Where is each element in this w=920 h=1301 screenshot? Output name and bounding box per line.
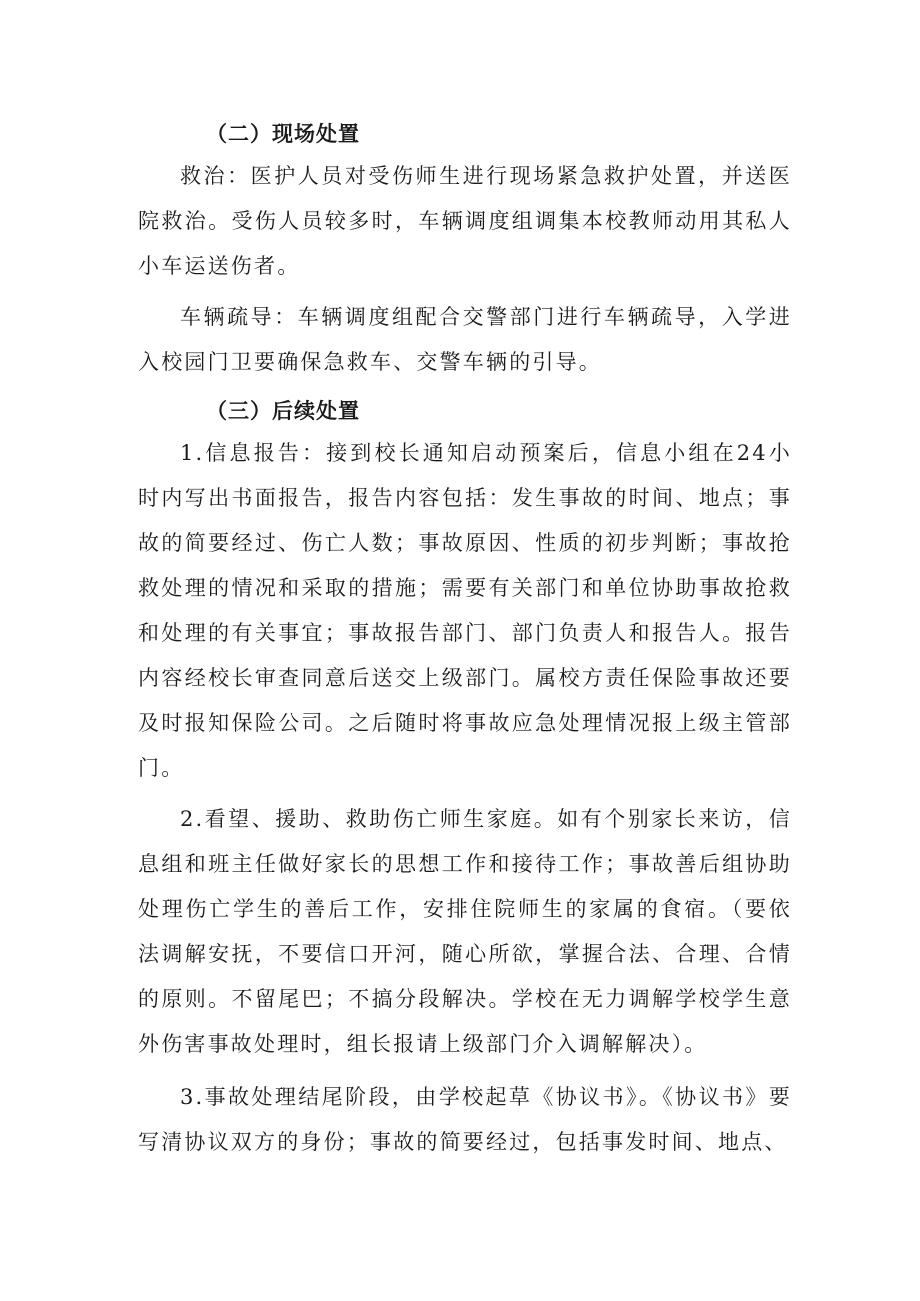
paragraph-traffic: 车辆疏导：车辆调度组配合交警部门进行车辆疏导，入学进入校园门卫要确保急救车、交警车辆的引导。 (138, 305, 792, 374)
document-page (138, 114, 792, 1165)
paragraph-family-assistance: 2.看望、援助、救助伤亡师生家庭。如有个别家长来访，信息组和班主任做好家长的思想工作和接待工作；事故善后组协助处理伤亡学生的善后工作，安排住院师生的家属的食宿。（要依法调解安抚，不要信口开河，随心所欲，掌握合法、合理、合情的原则。不留尾巴；不搞分段解决。学校在无力调解学校学生意外伤害事故处理时，组长报请上级部门介入调解解决）。 (138, 807, 792, 1056)
paragraph-treatment: 救治：医护人员对受伤师生进行现场紧急救护处置，并送医院救治。受伤人员较多时，车辆调度组调集本校教师动用其私人小车运送伤者。 (138, 164, 792, 278)
section-heading-followup: （三）后续处置 (206, 399, 360, 423)
section-heading-onsite: （二）现场处置 (206, 122, 360, 146)
paragraph-agreement: 3.事故处理结尾阶段，由学校起草《协议书》。《协议书》要写清协议双方的身份；事故的简要经过，包括事发时间、地点、 (138, 1085, 792, 1154)
paragraph-info-report: 1.信息报告：接到校长通知启动预案后，信息小组在24小时内写出书面报告，报告内容包括：发生事故的时间、地点；事故的简要经过、伤亡人数；事故原因、性质的初步判断；事故抢救处理的情况和采取的措施；需要有关部门和单位协助事故抢救和处理的有关事宜；事故报告部门、部门负责人和报告人。报告内容经校长审查同意后送交上级部门。属校方责任保险事故还要及时报知保险公司。之后随时将事故应急处理情况报上级主管部门。 (138, 441, 792, 780)
